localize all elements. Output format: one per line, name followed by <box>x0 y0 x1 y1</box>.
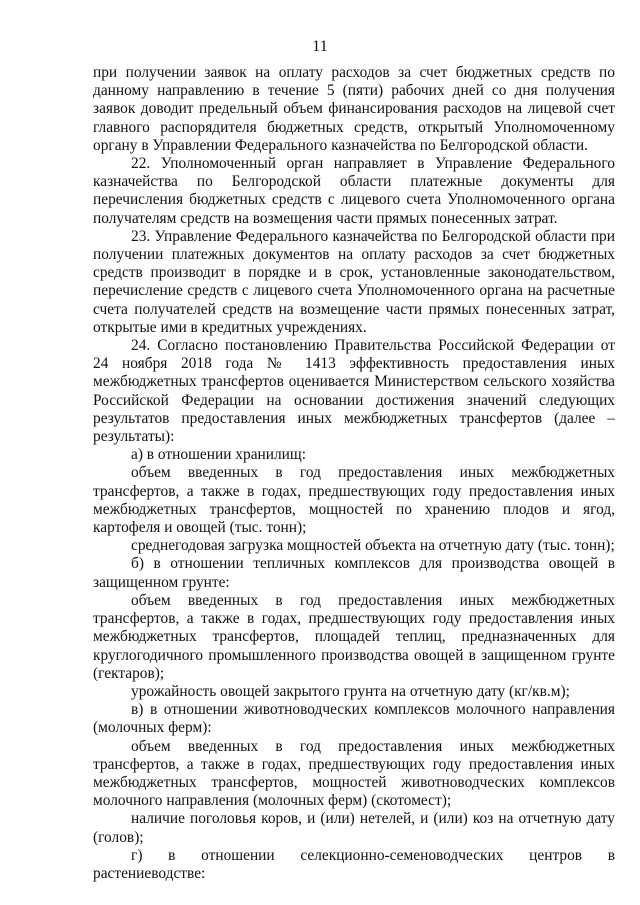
subitem-c-livestock: наличие поголовья коров, и (или) нетелей, и (или) коз на отчетную дату (голов); <box>93 810 615 846</box>
subitem-b-yield: урожайность овощей закрытого грунта на отчетную дату (кг/кв.м); <box>131 682 570 700</box>
paragraph-23: 23. Управление Федерального казначейства по Белгородской области при получении платежных документов на оплату расходов за счет бюджетных средств производит в порядке и в срок, установленные законодательством, перечисление средств с лицевого счета Уполномоченного органа на расчетные счета получателей средств на возмещение части прямых понесенных затрат, открытые ими в кредитных учреждениях. <box>93 227 615 336</box>
subitem-a-heading: а) в отношении хранилищ: <box>131 446 307 464</box>
subitem-b-volume: объем введенных в год предоставления иных межбюджетных трансфертов, а также в годах, предшествующих году предоставления иных межбюджетных трансфертов, площадей теплиц, предназначенных для круглогодичного промышленного производства овощей в защищенном грунте (гектаров); <box>93 591 615 682</box>
subitem-b-heading: б) в отношении тепличных комплексов для производства овощей в защищенном грунте: <box>93 555 615 591</box>
paragraph-24: 24. Согласно постановлению Правительства Российской Федерации от 24 ноября 2018 года № 1413 эффективность предоставления иных межбюджетных трансфертов оценивается Министерством сельского хозяйства Российской Федерации на основании достижения значений следующих результатов предоставления иных межбюджетных трансфертов (далее – результаты): <box>93 337 615 446</box>
subitem-a-load: среднегодовая загрузка мощностей объекта на отчетную дату (тыс. тонн); <box>131 537 615 555</box>
subitem-c-volume: объем введенных в год предоставления иных межбюджетных трансфертов, а также в годах, предшествующих году предоставления иных межбюджетных трансфертов, мощностей животноводческих комплексов молочного направления (молочных ферм) (скотомест); <box>93 737 615 810</box>
paragraph-22: 22. Уполномоченный орган направляет в Управление Федерального казначейства по Белгородской области платежные документы для перечисления бюджетных средств с лицевого счета Уполномоченного органа получателям средств на возмещения части прямых понесенных затрат. <box>93 155 615 227</box>
subitem-c-heading: в) в отношении животноводческих комплексов молочного направления (молочных ферм): <box>93 701 615 737</box>
paragraph-continuation: при получении заявок на оплату расходов за счет бюджетных средств по данному направлению в течение 5 (пяти) рабочих дней со дня получения заявок доводит предельный объем финансирования расходов на лицевой счет главного распорядителя бюджетных средств, открытый Уполномоченному органу в Управлении Федерального казначейства по Белгородской области. <box>93 64 615 154</box>
page-number: 11 <box>312 38 328 55</box>
subitem-a-volume: объем введенных в год предоставления иных межбюджетных трансфертов, а также в годах, предшествующих году предоставления иных межбюджетных трансфертов, мощностей по хранению плодов и ягод, картофеля и овощей (тыс. тонн); <box>93 464 615 537</box>
subitem-d-heading: г) в отношении селекционно-семеноводческих центров в растениеводстве: <box>93 846 615 882</box>
document-body <box>93 64 615 883</box>
